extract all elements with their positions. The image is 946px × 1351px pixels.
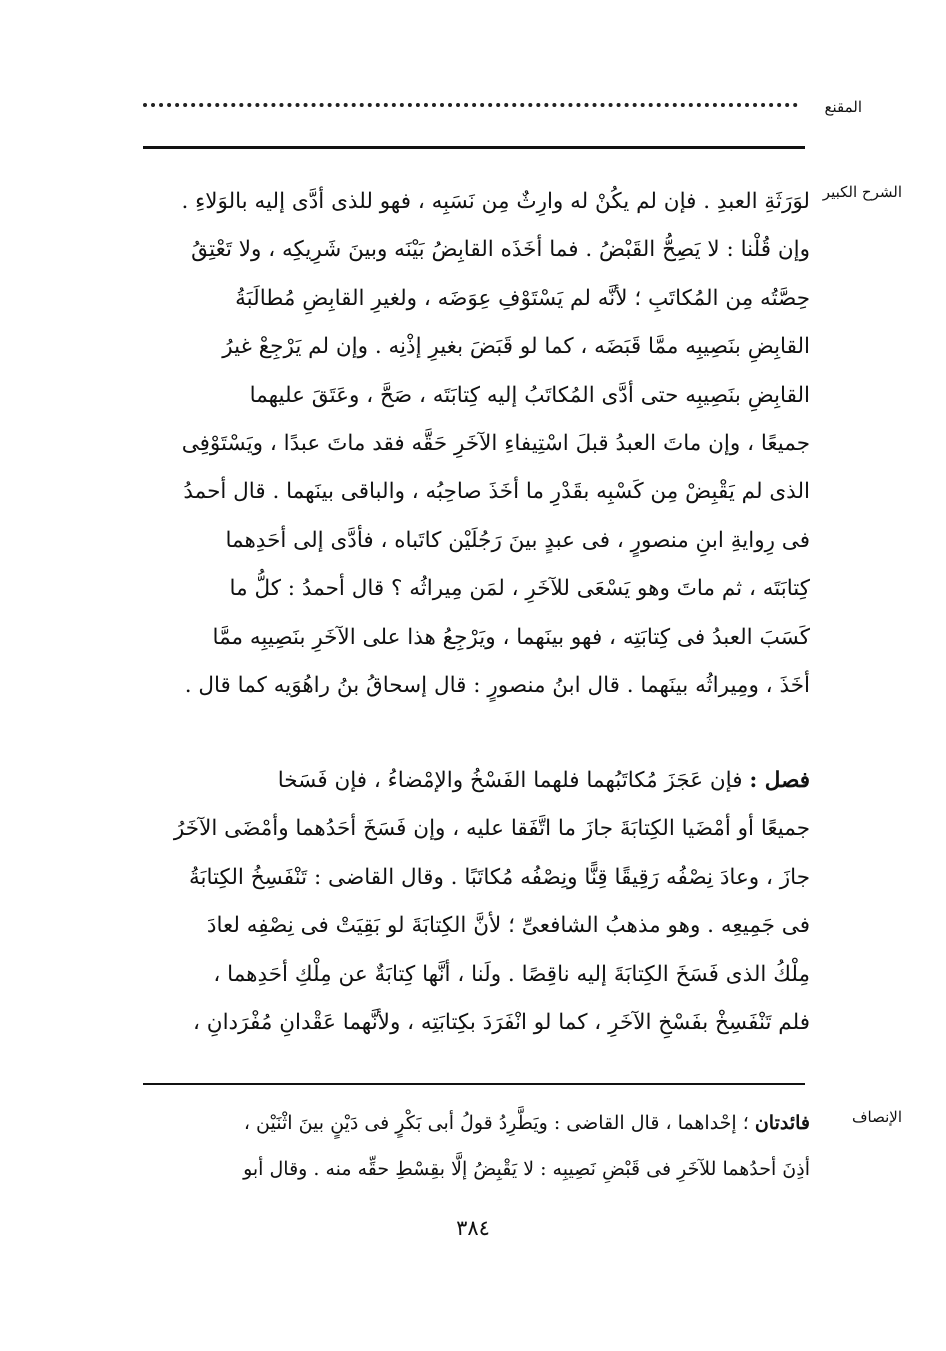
text-line: فى رِوايةِ ابنِ منصورٍ ، فى عبدٍ بينَ رَجُلَيْن كاتَباه ، فأدَّى إلى أحَدِهما <box>225 527 810 553</box>
text-line: الذى لم يَقْبِضْ مِن كَسْبِه بقَدْرِ ما أخَذَ صاحِبُه ، والباقى بينَهما . قال أحمدُ <box>183 479 810 505</box>
text-line: كَسَبَ العبدُ فى كِتابَتِه ، فهو بينَهما ، ويَرْجِعُ هذا على الآخَرِ بنَصِيبِه ممَّا <box>212 624 810 650</box>
header-rule <box>143 146 805 149</box>
line-text: فإن عَجَزَ مُكاتَبُهما فلهما الفَسْخُ والإمْضاءُ ، فإن فَسَخا <box>277 768 743 793</box>
footnote-heading: فائدتان <box>754 1112 810 1134</box>
text-line: وإن قُلْنا : لا يَصِحُّ القَبْضُ . فما أخَذَه القابِضُ بَيْنَه وبينَ شَرِيكِه ، ولا تَعْتِقُ <box>191 237 810 263</box>
page-number: ٣٨٤ <box>456 1216 490 1240</box>
text-line: أخَذَ ، ومِيراثُه بينَهما . قال ابنُ منصورٍ : قال إسحاقُ بنُ راهُوَيه كما قال . <box>184 672 810 698</box>
text-line: جميعًا أو أمْضَيا الكِتابَةَ جازَ ما اتَّفَقا عليه ، وإن فَسَخَ أحَدُهما وأمْضَى الآخَرُ <box>173 816 810 842</box>
main-text <box>134 178 810 710</box>
header-dotted-line <box>143 103 798 107</box>
insaf-text <box>134 1100 810 1192</box>
text-line: القابِضِ بنَصِيبِه حتى أدَّى المُكاتَبُ إليه كِتابَتَه ، صَحَّ ، وعَتَقَ عليهما <box>249 382 810 408</box>
text-line <box>134 1100 810 1146</box>
text-line: مِلْكُ الذى فَسَخَ الكِتابَةَ إليه ناقِصًا . ولَنا ، أنَّها كِتابَةٌ عن مِلْكِ أحَدِهما ، <box>213 961 810 987</box>
text-line: لوَرَثَةِ العبدِ . فإن لم يكُنْ له وارِثٌ مِن نَسَبِه ، فهو للذى أدَّى إليه بالوَلاءِ . <box>181 189 810 214</box>
text-line: جازَ ، وعادَ نِصْفُه رَقِيقًا قِنًّا ونِصْفُه مُكاتَبًا . وقال القاضى : تَنْفَسِخُ الكِتابَةُ <box>188 864 810 890</box>
text-line: فى جَمِيعِه . وهو مذهبُ الشافعىِّ ؛ لأنَّ الكِتابَةَ لو بَقِيَتْ فى نِصْفِه لعادَ <box>206 913 810 939</box>
line-text: ؛ إحْداهما ، قال القاضى : ويَطَّرِدُ قولُ أبى بَكْرٍ فى دَيْنٍ بينَ اثْنَيْن ، <box>243 1112 749 1134</box>
section-heading: فصل : <box>749 768 810 793</box>
text-line: فلم تَنْفَسِخْ بفَسْخِ الآخَرِ ، كما لو انْفَرَدَ بكِتابَتِه ، ولأنَّهما عَقْدانِ مُفْرَدانِ ، <box>193 1009 810 1035</box>
margin-label-insaf: الإنصاف <box>851 1108 902 1126</box>
fasl-section <box>134 757 810 1047</box>
text-line: حِصَّتُه مِن المُكاتَبِ ؛ لأنَّه لم يَسْتَوْفِ عِوَضَه ، ولغيرِ القابِضِ مُطالَبَةُ <box>235 285 810 311</box>
book-title: المقنع <box>824 98 862 116</box>
text-line: كِتابَتَه ، ثم ماتَ وهو يَسْعَى للآخَرِ ، لمَن مِيراثُه ؟ قال أحمدُ : كلُّ ما <box>229 576 810 602</box>
footnote-rule <box>143 1083 805 1085</box>
text-line <box>134 757 810 805</box>
text-line: أذِنَ أحدُهما للآخَرِ فى قَبْضِ نَصِيبِه : لا يَقْبِضُ إلَّا بقِسْطِ حقِّه منه . وقال أبو <box>243 1158 810 1180</box>
margin-label-sharh: الشرح الكبير <box>822 183 902 201</box>
text-line: القابِضِ بنَصِيبِه ممَّا قَبَضَه ، كما لو قَبَضَ بغيرِ إذْنِه . وإن لم يَرْجِعْ غيرُ <box>222 334 810 360</box>
text-line: جميعًا ، وإن ماتَ العبدُ قبلَ اسْتِيفاءِ الآخَرِ حَقَّه فقد ماتَ عبدًا ، ويَسْتَوْفِى <box>181 430 810 456</box>
